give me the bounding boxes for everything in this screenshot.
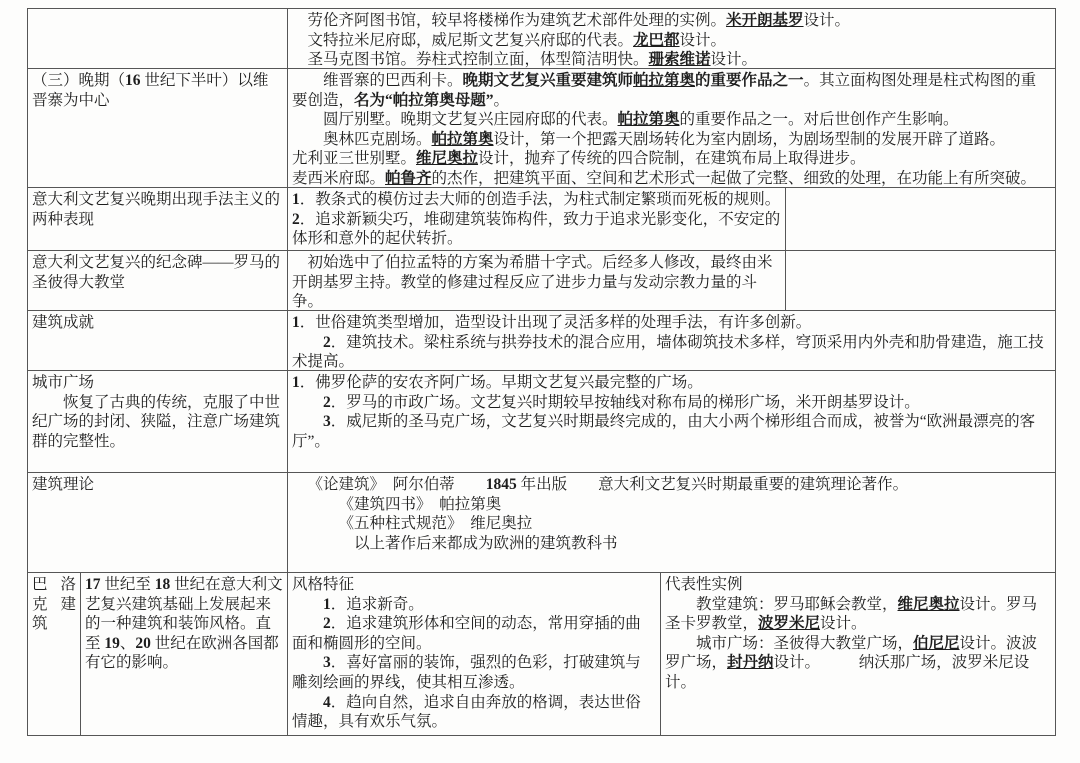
cell-baroque-definition [81, 573, 288, 736]
cell-city-squares-content [288, 371, 1056, 473]
cell-achievements-content [288, 311, 1056, 371]
paragraph: 建筑成就 [32, 314, 95, 331]
cell-empty [786, 188, 1056, 251]
cell-empty [786, 251, 1056, 311]
paragraph: 《五种柱式规范》 维尼奥拉 [338, 515, 533, 533]
paragraph: 4．趋向自然，追求自由奔放的格调，表达世俗情趣，具有欢乐气氛。 [292, 693, 641, 731]
paragraph: 《建筑四书》 帕拉第奥 [338, 495, 502, 513]
cell-baroque-examples [661, 573, 1056, 736]
paragraph: （三）晚期（16 世纪下半叶）以维晋寨为中心 [32, 72, 269, 109]
cell-st-peters-label [28, 251, 288, 311]
paragraph: 恢复了古典的传统，克服了中世纪广场的封闭、狭隘，注意广场建筑群的完整性。 [32, 393, 281, 450]
paragraph: 1．世俗建筑类型增加，造型设计出现了灵活多样的处理手法，有许多创新。 [292, 314, 812, 331]
cell-st-peters-content [288, 251, 786, 311]
paragraph: 1．教条式的模仿过去大师的创造手法，为柱式制定繁琐而死板的规则。 [292, 191, 781, 208]
paragraph: 劳伦齐阿图书馆，较早将楼梯作为建筑艺术部件处理的实例。米开朗基罗设计。 [307, 12, 851, 29]
paragraph: 教堂建筑：罗马耶稣会教堂，维尼奥拉设计。罗马圣卡罗教堂，波罗米尼设计。 [665, 595, 1038, 633]
paragraph: 1．追求新奇。 [323, 595, 424, 613]
paragraph: 圆厅别墅。晚期文艺复兴庄园府邸的代表。帕拉第奥的重要作品之一。对后世创作产生影响。 [323, 111, 959, 129]
cell-baroque-title [28, 573, 81, 736]
baroque-title-line: 克 建 [32, 595, 76, 613]
cell-theory-content [288, 473, 1056, 573]
paragraph: 2．罗马的市政广场。文艺复兴时期较早按轴线对称布局的梯形广场，米开朗基罗设计。 [323, 393, 920, 411]
paragraph: 以上著作后来都成为欧洲的建筑教科书 [354, 534, 618, 552]
paragraph: 奥林匹克剧场。帕拉第奥设计，第一个把露天剧场转化为室内剧场，为剧场型制的发展开辟了道路。 [323, 130, 1006, 148]
cell-mannerism-content [288, 188, 786, 251]
paragraph: 麦西米府邸。帕鲁齐的杰作，把建筑平面、空间和艺术形式一起做了完整、细致的处理，在功能上有所突破。 [292, 169, 1037, 187]
paragraph: 《论建筑》 阿尔伯蒂 1845 年出版 意大利文艺复兴时期最重要的建筑理论著作。 [307, 476, 909, 493]
paragraph: 文特拉米尼府邸，威尼斯文艺复兴府邸的代表。龙巴都设计。 [307, 31, 727, 49]
paragraph: 3．喜好富丽的装饰，强烈的色彩，打破建筑与雕刻绘画的界线，使其相互渗透。 [292, 654, 641, 691]
paragraph: 代表性实例 [665, 576, 743, 593]
paragraph: 意大利文艺复兴的纪念碑——罗马的圣彼得大教堂 [32, 254, 281, 291]
paragraph: 圣马克图书馆。券柱式控制立面，体型简洁明快。珊索维诺设计。 [307, 51, 758, 69]
paragraph: 2．追求新颖尖巧，堆砌建筑装饰构件，致力于追求光影变化，不安定的体形和意外的起伏转折。 [292, 210, 781, 248]
cell-late-period-content [288, 69, 1056, 188]
cell-baroque-style-features [288, 573, 661, 736]
table-row [28, 371, 1056, 473]
baroque-title-line: 巴 洛 [32, 576, 76, 593]
cell-achievements-label [28, 311, 288, 371]
paragraph: 3．威尼斯的圣马克广场，文艺复兴时期最终完成的，由大小两个梯形组合而成，被誉为“欧洲最漂亮的客厅”。 [292, 413, 1036, 450]
paragraph: 风格特征 [292, 576, 355, 593]
table-row [28, 573, 1056, 736]
cell-mid-renaissance-examples [288, 9, 1056, 69]
paragraph: 尤利亚三世别墅。维尼奥拉设计，抛弃了传统的四合院制，在建筑布局上取得进步。 [292, 150, 866, 168]
cell-empty-label [28, 9, 288, 69]
table-row [28, 69, 1056, 188]
paragraph: 建筑理论 [32, 476, 95, 493]
paragraph: 意大利文艺复兴晚期出现手法主义的两种表现 [32, 191, 281, 228]
paragraph: 维晋寨的巴西利卡。晚期文艺复兴重要建筑师帕拉第奥的重要作品之一。其立面构图处理是柱式构图的重要创造，名为“帕拉第奥母题”。 [292, 72, 1037, 109]
architecture-history-table [27, 8, 1056, 736]
table-row [28, 473, 1056, 573]
paragraph: 初始选中了伯拉孟特的方案为希腊十字式。后经多人修改，最终由米开朗基罗主持。教堂的修建过程反应了进步力量与发动宗教力量的斗争。 [292, 254, 773, 311]
paragraph: 17 世纪至 18 世纪在意大利文艺复兴建筑基础上发展起来的一种建筑和装饰风格。直至 19、20 世纪在欧洲各国都有它的影响。 [85, 576, 283, 672]
table-row [28, 311, 1056, 371]
cell-late-period-label [28, 69, 288, 188]
table-row [28, 9, 1056, 69]
table-row [28, 251, 1056, 311]
paragraph: 2．追求建筑形体和空间的动态，常用穿插的曲面和椭圆形的空间。 [292, 615, 641, 652]
baroque-title-line: 筑 [32, 615, 48, 633]
cell-city-squares-label [28, 371, 288, 473]
cell-theory-label [28, 473, 288, 573]
cell-mannerism-label [28, 188, 288, 251]
paragraph: 城市广场：圣彼得大教堂广场，伯尼尼设计。波波罗广场，封丹纳设计。 纳沃那广场，波罗米尼设计。 [665, 634, 1038, 691]
table-row [28, 188, 1056, 251]
paragraph: 城市广场 [32, 374, 95, 391]
paragraph: 2．建筑技术。梁柱系统与拱券技术的混合应用，墙体砌筑技术多样，穹顶采用内外壳和肋骨建造，施工技术提高。 [292, 333, 1044, 371]
paragraph: 1．佛罗伦萨的安农齐阿广场。早期文艺复兴最完整的广场。 [292, 374, 703, 391]
